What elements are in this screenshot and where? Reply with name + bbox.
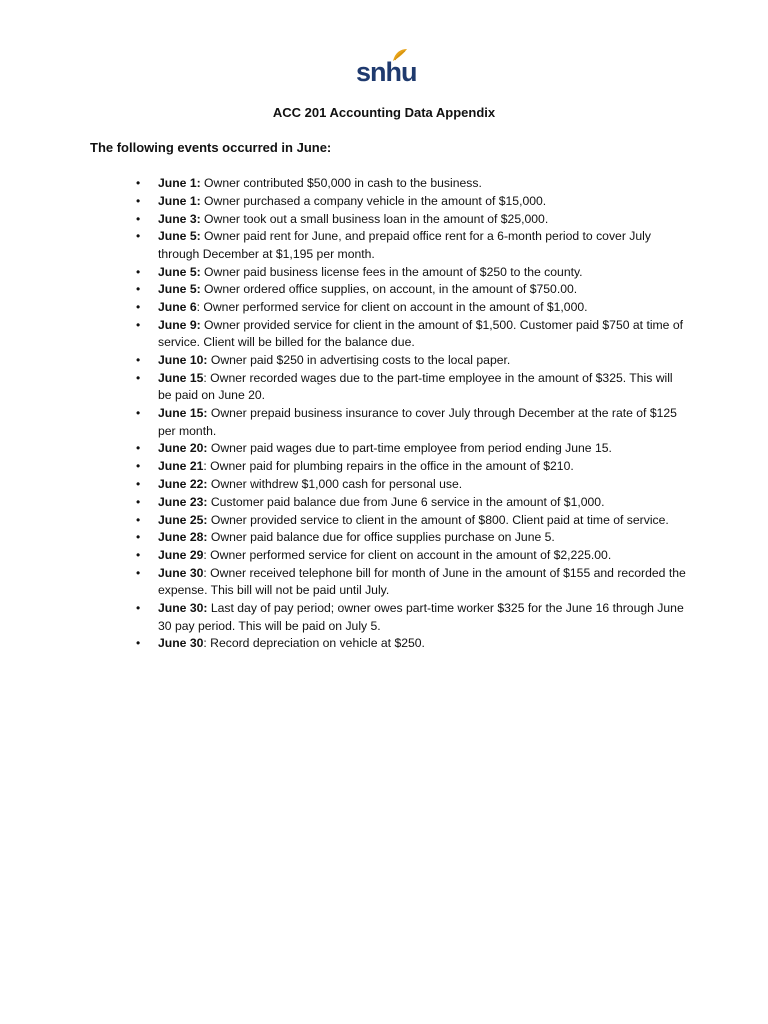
list-item [136, 264, 688, 281]
event-description: Owner provided service to client in the amount of $800. Client paid at time of service. [207, 512, 669, 527]
logo-wordmark: snhu [356, 57, 417, 87]
list-item [136, 317, 688, 352]
bullet-dot-icon: • [136, 317, 141, 332]
list-item [136, 547, 688, 564]
event-date: June 5: [158, 264, 201, 279]
list-item [136, 494, 688, 511]
event-description: Owner withdrew $1,000 cash for personal use. [207, 476, 463, 491]
event-date: June 15: [158, 406, 208, 421]
event-description: Owner purchased a company vehicle in the amount of $15,000. [200, 193, 547, 208]
bullet-dot-icon: • [136, 441, 141, 456]
event-description: Owner paid $250 in advertising costs to the local paper. [207, 353, 511, 368]
event-date: June 10: [158, 353, 208, 368]
event-description: Customer paid balance due from June 6 service in the amount of $1,000. [207, 494, 605, 509]
event-description: : Owner performed service for client on account in the amount of $1,000. [196, 300, 588, 315]
bullet-dot-icon: • [136, 476, 141, 491]
list-item [136, 440, 688, 457]
event-description: Owner prepaid business insurance to cover July through December at the rate of $125 per month. [158, 406, 677, 438]
list-item [136, 175, 688, 192]
bullet-dot-icon: • [136, 548, 141, 563]
list-item [136, 635, 688, 652]
list-item [136, 193, 688, 210]
bullet-dot-icon: • [136, 211, 141, 226]
event-description: Owner paid business license fees in the amount of $250 to the county. [200, 264, 583, 279]
bullet-dot-icon: • [136, 601, 141, 616]
bullet-dot-icon: • [136, 494, 141, 509]
bullet-dot-icon: • [136, 282, 141, 297]
event-date: June 20: [158, 441, 208, 456]
bullet-dot-icon: • [136, 193, 141, 208]
event-date: June 6 [158, 300, 197, 315]
list-item [136, 458, 688, 475]
event-description: : Record depreciation on vehicle at $250. [203, 636, 425, 651]
event-date: June 29 [158, 548, 204, 563]
event-description: : Owner recorded wages due to the part-time employee in the amount of $325. This will be paid on June 20. [158, 370, 673, 403]
event-date: June 21 [158, 459, 204, 474]
event-description: Last day of pay period; owner owes part-time worker $325 for the June 16 through June 30 pay period. This will be paid on July 5. [158, 601, 684, 633]
event-date: June 1: [158, 176, 201, 190]
event-date: June 9: [158, 317, 201, 332]
list-item [136, 476, 688, 493]
list-item [136, 352, 688, 369]
bullet-dot-icon: • [136, 512, 141, 527]
event-date: June 28: [158, 530, 208, 545]
leaf-icon [392, 48, 408, 62]
list-item [136, 370, 688, 405]
event-date: June 30: [158, 601, 208, 616]
event-date: June 5: [158, 229, 201, 244]
event-description: Owner paid balance due for office supplies purchase on June 5. [207, 530, 555, 545]
snhu-logo [354, 48, 417, 90]
event-description: Owner provided service for client in the amount of $1,500. Customer paid $750 at time of service. Client will be billed for the balance due. [158, 317, 684, 350]
list-item [136, 299, 688, 316]
list-item [136, 565, 688, 600]
event-description: Owner paid wages due to part-time employee from period ending June 15. [207, 441, 612, 456]
event-date: June 23: [158, 494, 208, 509]
bullet-dot-icon: • [136, 229, 141, 244]
document-title: ACC 201 Accounting Data Appendix [272, 105, 496, 120]
list-item [136, 405, 688, 440]
bullet-dot-icon: • [136, 300, 141, 315]
event-date: June 3: [158, 211, 201, 226]
event-date: June 25: [158, 512, 208, 527]
bullet-dot-icon: • [136, 530, 141, 545]
bullet-dot-icon: • [136, 353, 141, 368]
bullet-dot-icon: • [136, 459, 141, 474]
events-list [136, 175, 688, 653]
bullet-dot-icon: • [136, 370, 141, 385]
event-description: Owner paid rent for June, and prepaid office rent for a 6-month period to cover July through December at $1,195 per month. [158, 229, 651, 261]
event-date: June 15 [158, 370, 204, 385]
event-date: June 22: [158, 476, 208, 491]
event-date: June 30 [158, 636, 204, 651]
list-item [136, 281, 688, 298]
bullet-dot-icon: • [136, 636, 141, 651]
event-description: Owner ordered office supplies, on account, in the amount of $750.00. [200, 282, 578, 297]
bullet-dot-icon: • [136, 565, 141, 580]
event-date: June 5: [158, 282, 201, 297]
event-description: Owner took out a small business loan in the amount of $25,000. [200, 211, 549, 226]
event-date: June 1: [158, 193, 201, 208]
event-description: : Owner received telephone bill for month of June in the amount of $155 and recorded the expense. This bill will not be paid until July. [158, 565, 686, 598]
list-item [136, 512, 688, 529]
list-item [136, 228, 688, 263]
list-item [136, 600, 688, 635]
bullet-dot-icon: • [136, 406, 141, 421]
event-description: : Owner performed service for client on account in the amount of $2,225.00. [203, 548, 612, 563]
list-item [136, 529, 688, 546]
bullet-dot-icon: • [136, 264, 141, 279]
bullet-dot-icon: • [136, 176, 141, 190]
event-description: : Owner paid for plumbing repairs in the office in the amount of $210. [203, 459, 574, 474]
event-description: Owner contributed $50,000 in cash to the business. [200, 176, 482, 190]
intro-heading: The following events occurred in June: [90, 140, 332, 155]
list-item [136, 211, 688, 228]
event-date: June 30 [158, 565, 204, 580]
